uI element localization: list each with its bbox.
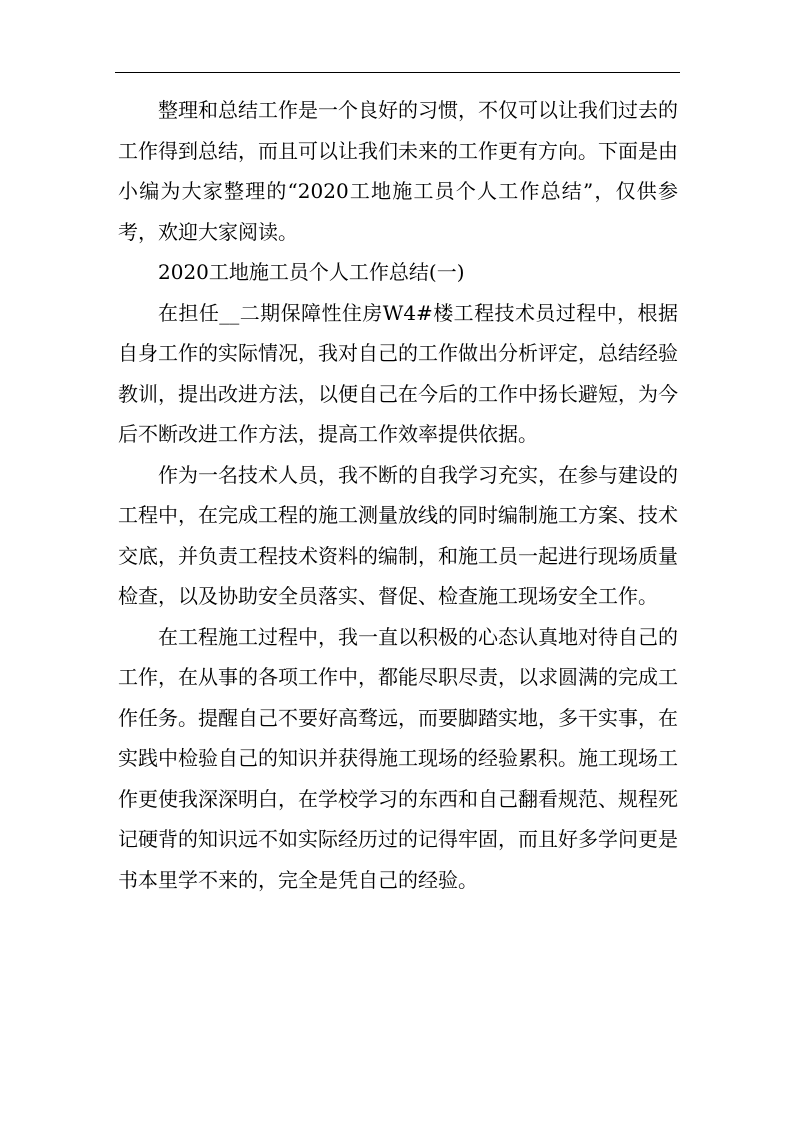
section-heading: 2020工地施工员个人工作总结(一) (158, 260, 465, 284)
document-body (118, 90, 678, 900)
body-paragraph: 在工程施工过程中，我一直以积极的心态认真地对待自己的工作，在从事的各项工作中，都能尽职尽责，以求圆满的完成工作任务。提醒自己不要好高骛远，而要脚踏实地，多干实事，在实践中检验自己的知识并获得施工现场的经验累积。施工现场工作更使我深深明白，在学校学习的东西和自己翻看规范、规程死记硬背的知识远不如实际经历过的记得牢固，而且好多学问更是书本里学不来的，完全是凭自己的经验。 (118, 624, 678, 892)
body-paragraph: 作为一名技术人员，我不断的自我学习充实，在参与建设的工程中，在完成工程的施工测量放线的同时编制施工方案、技术交底，并负责工程技术资料的编制，和施工员一起进行现场质量检查，以及协助安全员落实、督促、检查施工现场安全工作。 (118, 462, 678, 608)
header-rule (115, 72, 680, 73)
intro-paragraph: 整理和总结工作是一个良好的习惯，不仅可以让我们过去的工作得到总结，而且可以让我们未来的工作更有方向。下面是由小编为大家整理的“2020工地施工员个人工作总结”，仅供参考，欢迎大家阅读。 (118, 98, 678, 244)
body-paragraph: 在担任__二期保障性住房W4#楼工程技术员过程中，根据自身工作的实际情况，我对自己的工作做出分析评定，总结经验教训，提出改进方法，以便自己在今后的工作中扬长避短，为今后不断改进工作方法，提高工作效率提供依据。 (118, 300, 678, 446)
